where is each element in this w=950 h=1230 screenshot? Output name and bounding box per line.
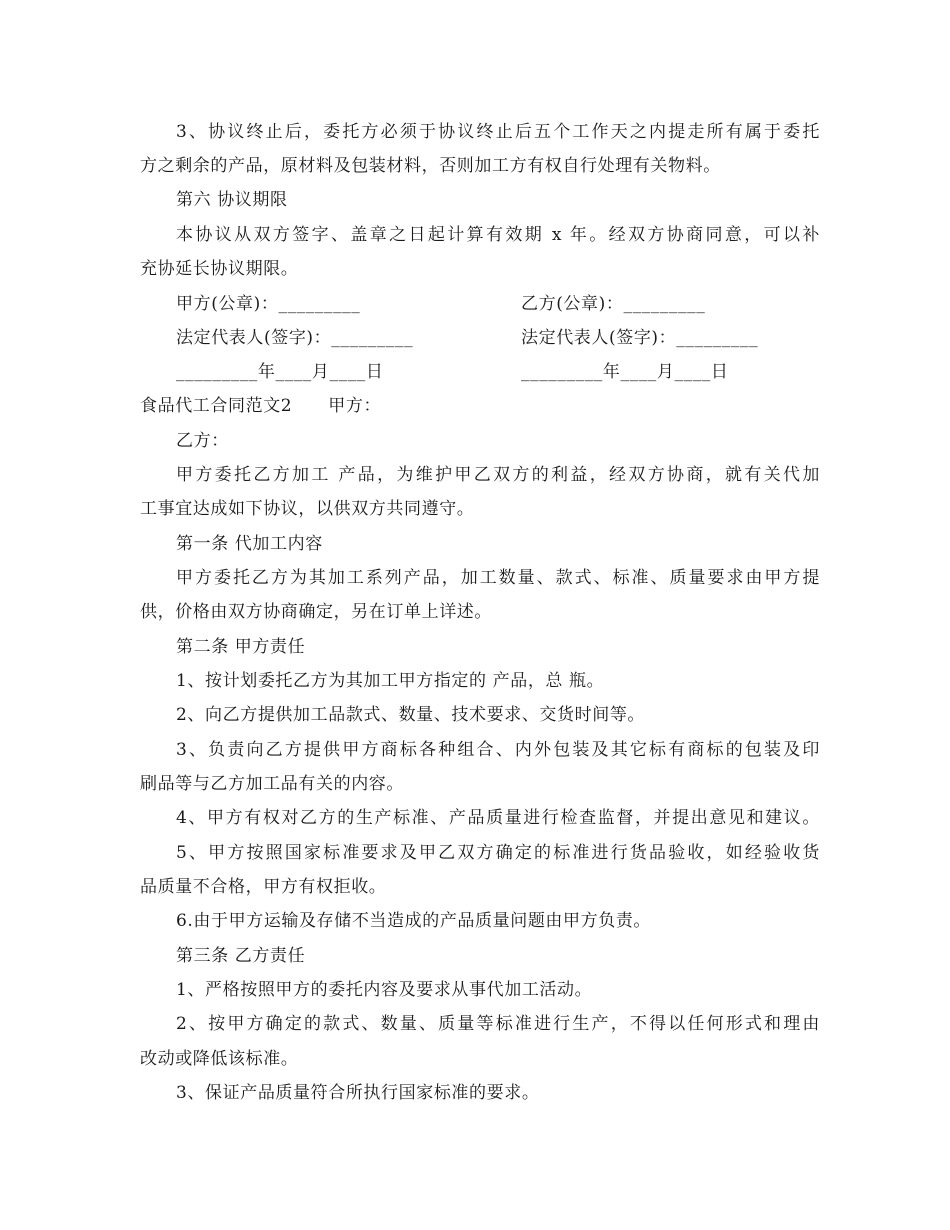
party-b-representative-field: 法定代表人(签字)：_________ [521,328,759,348]
clause-text-line: 3、保证产品质量符合所执行国家标准的要求。 [176,1083,540,1103]
clause-text-line: 工事宜达成如下协议，以供双方共同遵守。 [140,499,475,519]
party-a-seal-field: 甲方(公章)：_________ [176,294,361,314]
clause-text-line: 本协议从双方签字、盖章之日起计算有效期 x 年。经双方协商同意，可以补 [176,225,820,245]
clause-text-line: 1、按计划委托乙方为其加工甲方指定的 产品，总 瓶。 [176,671,605,691]
party-b-seal-field: 乙方(公章)：_________ [521,294,706,314]
clause-text-line: 2、按甲方确定的款式、数量、质量等标准进行生产，不得以任何形式和理由 [176,1014,820,1034]
clause-text-line: 1、严格按照甲方的委托内容及要求从事代加工活动。 [176,980,593,1000]
clause-text-line: 3、协议终止后，委托方必须于协议终止后五个工作天之内提走所有属于委托 [176,122,820,142]
section-heading: 第三条 乙方责任 [176,946,306,966]
clause-text-line: 充协延长协议期限。 [140,259,299,279]
document-title-line: 食品代工合同范文2 甲方： [140,396,382,416]
party-b-label: 乙方： [176,431,229,451]
clause-text-line: 6.由于甲方运输及存储不当造成的产品质量问题由甲方负责。 [176,911,652,931]
clause-text-line: 5、甲方按照国家标准要求及甲乙双方确定的标准进行货品验收，如经验收货 [176,843,820,863]
section-heading: 第一条 代加工内容 [176,534,323,554]
clause-text-line: 4、甲方有权对乙方的生产标准、产品质量进行检查监督，并提出意见和建议。 [176,808,820,828]
clause-text-line: 品质量不合格，甲方有权拒收。 [140,877,387,897]
clause-text-line: 2、向乙方提供加工品款式、数量、技术要求、交货时间等。 [176,705,646,725]
clause-text-line: 供，价格由双方协商确定，另在订单上详述。 [140,602,492,622]
clause-text-line: 3、负责向乙方提供甲方商标各种组合、内外包装及其它标有商标的包装及印 [176,740,820,760]
clause-text-line: 改动或降低该标准。 [140,1049,299,1069]
clause-text-line: 方之剩余的产品，原材料及包装材料，否则加工方有权自行处理有关物料。 [140,156,721,176]
section-heading: 第六 协议期限 [176,190,288,210]
party-a-representative-field: 法定代表人(签字)：_________ [176,328,414,348]
party-b-date-field: _________年____月____日 [521,362,729,382]
clause-text-line: 刷品等与乙方加工品有关的内容。 [140,774,404,794]
section-heading: 第二条 甲方责任 [176,637,306,657]
party-a-date-field: _________年____月____日 [176,362,384,382]
clause-text-line: 甲方委托乙方为其加工系列产品，加工数量、款式、标准、质量要求由甲方提 [176,568,820,588]
clause-text-line: 甲方委托乙方加工 产品，为维护甲乙双方的利益，经双方协商，就有关代加 [176,465,820,485]
